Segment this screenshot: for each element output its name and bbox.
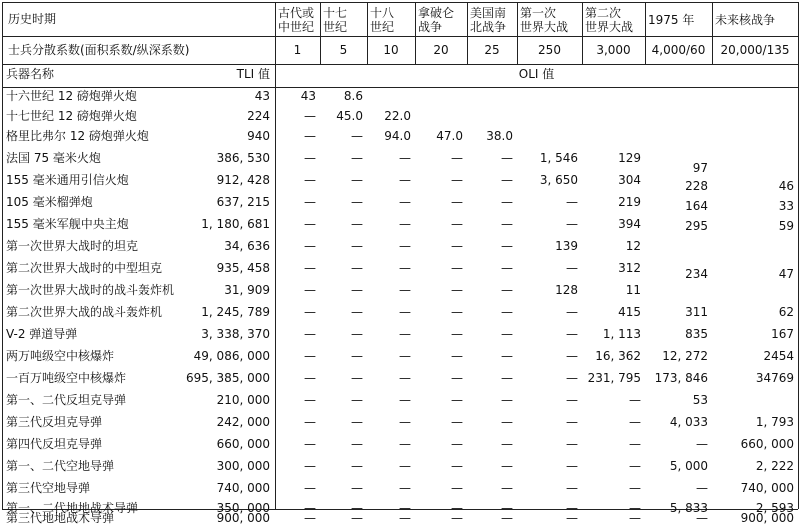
empty-dash: — [696, 437, 708, 451]
weapon-name: 第三代地地战术导弹 [6, 511, 115, 525]
tli-value: 740, 000 [216, 481, 270, 495]
rule-horizontal [2, 64, 798, 65]
empty-dash: — [304, 481, 316, 495]
weapon-name: 两万吨级空中核爆炸 [6, 349, 115, 363]
oli-value: 38.0 [486, 129, 513, 143]
oli-value: 59 [778, 219, 794, 233]
empty-dash: — [501, 261, 513, 275]
era-header-sub: 世界大战 [520, 20, 569, 34]
empty-dash: — [501, 371, 513, 385]
empty-dash: — [399, 151, 411, 165]
tli-value: 912, 428 [216, 173, 270, 187]
era-header: 第一次 [520, 6, 557, 20]
oli-value: 2454 [763, 349, 794, 363]
oli-value: 173, 846 [654, 371, 708, 385]
empty-dash: — [304, 109, 316, 123]
oli-value: 2, 593 [755, 501, 794, 515]
oli-value: 47.0 [436, 129, 463, 143]
empty-dash: — [501, 283, 513, 297]
oli-value: 231, 795 [587, 371, 641, 385]
empty-dash: — [501, 349, 513, 363]
empty-dash: — [351, 371, 363, 385]
dispersion-coef: 4,000/60 [651, 43, 706, 57]
empty-dash: — [399, 415, 411, 429]
empty-dash: — [501, 501, 513, 515]
oli-value: 3, 650 [539, 173, 578, 187]
weapon-name: V-2 弹道导弹 [6, 327, 78, 341]
oli-value: 167 [771, 327, 794, 341]
era-header-sub: 中世纪 [278, 20, 315, 34]
empty-dash: — [351, 195, 363, 209]
empty-dash: — [304, 459, 316, 473]
rule-horizontal [2, 2, 798, 3]
tli-value: 242, 000 [216, 415, 270, 429]
empty-dash: — [501, 437, 513, 451]
empty-dash: — [304, 129, 316, 143]
empty-dash: — [629, 481, 641, 495]
empty-dash: — [351, 283, 363, 297]
weapon-name: 一百万吨级空中核爆炸 [6, 371, 127, 385]
weapon-name: 155 毫米通用引信火炮 [6, 173, 129, 187]
empty-dash: — [304, 393, 316, 407]
oli-value: 219 [618, 195, 641, 209]
empty-dash: — [451, 501, 463, 515]
tli-value: 386, 530 [216, 151, 270, 165]
empty-dash: — [451, 415, 463, 429]
oli-value: 295 [685, 219, 708, 233]
tli-value: 43 [254, 89, 270, 103]
empty-dash: — [451, 393, 463, 407]
rule-horizontal [2, 87, 798, 88]
tli-value: 34, 636 [224, 239, 270, 253]
oli-value: 62 [778, 305, 794, 319]
weapon-name: 十六世纪 12 磅炮弹火炮 [6, 89, 137, 103]
empty-dash: — [696, 481, 708, 495]
oli-label: OLI 值 [518, 67, 555, 81]
era-header-sub: 世界大战 [585, 20, 634, 34]
empty-dash: — [304, 195, 316, 209]
empty-dash: — [304, 305, 316, 319]
empty-dash: — [304, 283, 316, 297]
empty-dash: — [629, 501, 641, 515]
empty-dash: — [399, 437, 411, 451]
dispersion-coef: 20,000/135 [720, 43, 790, 57]
empty-dash: — [451, 305, 463, 319]
era-header: 拿破仑 [418, 6, 455, 20]
era-header-sub: 战争 [418, 20, 443, 34]
period-label: 历史时期 [8, 12, 57, 26]
empty-dash: — [566, 327, 578, 341]
era-header: 美国南 [470, 6, 507, 20]
empty-dash: — [351, 239, 363, 253]
oli-value: 5, 833 [669, 501, 708, 515]
oli-value: 97 [692, 161, 708, 175]
empty-dash: — [566, 437, 578, 451]
oli-value: 394 [618, 217, 641, 231]
oli-value: 11 [625, 283, 641, 297]
empty-dash: — [566, 217, 578, 231]
dispersion-coef: 250 [538, 43, 561, 57]
empty-dash: — [399, 173, 411, 187]
tli-value: 900, 000 [216, 511, 270, 525]
oli-value: 1, 546 [539, 151, 578, 165]
dispersion-coef: 20 [433, 43, 449, 57]
weapon-name: 第一、二代地地战术导弹 [6, 501, 139, 515]
empty-dash: — [566, 305, 578, 319]
empty-dash: — [566, 511, 578, 525]
empty-dash: — [399, 261, 411, 275]
empty-dash: — [351, 415, 363, 429]
tli-value: 1, 180, 681 [201, 217, 270, 231]
empty-dash: — [566, 349, 578, 363]
era-header: 十八 [370, 6, 395, 20]
tli-value: 350, 000 [216, 501, 270, 515]
oli-value: 164 [685, 199, 708, 213]
oli-value: 34769 [755, 371, 794, 385]
weapon-name: 155 毫米军舰中央主炮 [6, 217, 129, 231]
dispersion-coef: 25 [484, 43, 500, 57]
empty-dash: — [351, 261, 363, 275]
weapon-name: 法国 75 毫米火炮 [6, 151, 101, 165]
weapon-label: 兵器名称 [6, 67, 55, 81]
oli-value: 53 [692, 393, 708, 407]
tli-value: 31, 909 [224, 283, 270, 297]
empty-dash: — [351, 173, 363, 187]
empty-dash: — [501, 415, 513, 429]
empty-dash: — [501, 217, 513, 231]
empty-dash: — [304, 501, 316, 515]
tli-value: 300, 000 [216, 459, 270, 473]
empty-dash: — [501, 195, 513, 209]
empty-dash: — [696, 511, 708, 525]
weapon-name: 第一次世界大战时的战斗轰炸机 [6, 283, 175, 297]
empty-dash: — [304, 415, 316, 429]
oli-value: 228 [685, 179, 708, 193]
era-header-sub: 世纪 [323, 20, 348, 34]
era-header: 古代或 [278, 6, 315, 20]
empty-dash: — [399, 501, 411, 515]
empty-dash: — [351, 481, 363, 495]
tli-label: TLI 值 [236, 67, 270, 81]
empty-dash: — [351, 129, 363, 143]
empty-dash: — [501, 327, 513, 341]
oli-value: 139 [555, 239, 578, 253]
empty-dash: — [399, 305, 411, 319]
empty-dash: — [451, 371, 463, 385]
weapon-name: 第一、二代反坦克导弹 [6, 393, 127, 407]
empty-dash: — [451, 283, 463, 297]
weapon-name: 第三代反坦克导弹 [6, 415, 103, 429]
empty-dash: — [304, 151, 316, 165]
tli-value: 49, 086, 000 [193, 349, 270, 363]
empty-dash: — [629, 415, 641, 429]
tli-value: 637, 215 [216, 195, 270, 209]
weapon-name: 十七世纪 12 磅炮弹火炮 [6, 109, 137, 123]
empty-dash: — [399, 481, 411, 495]
empty-dash: — [399, 283, 411, 297]
empty-dash: — [399, 349, 411, 363]
weapon-name: 第一、二代空地导弹 [6, 459, 115, 473]
era-header: 1975 年 [648, 13, 695, 27]
empty-dash: — [501, 239, 513, 253]
oli-value: 16, 362 [595, 349, 641, 363]
tli-value: 660, 000 [216, 437, 270, 451]
empty-dash: — [501, 393, 513, 407]
empty-dash: — [304, 261, 316, 275]
oli-value: 12 [625, 239, 641, 253]
empty-dash: — [399, 239, 411, 253]
empty-dash: — [451, 261, 463, 275]
empty-dash: — [351, 327, 363, 341]
empty-dash: — [566, 481, 578, 495]
weapon-name: 第二次世界大战的战斗轰炸机 [6, 305, 163, 319]
oli-value: 5, 000 [669, 459, 708, 473]
dispersion-coef: 10 [383, 43, 399, 57]
oli-value: 234 [685, 267, 708, 281]
weapon-name: 格里比弗尔 12 磅炮弹火炮 [6, 129, 149, 143]
empty-dash: — [451, 459, 463, 473]
oli-value: 740, 000 [740, 481, 794, 495]
empty-dash: — [304, 239, 316, 253]
oli-value: 128 [555, 283, 578, 297]
empty-dash: — [629, 459, 641, 473]
oli-value: 415 [618, 305, 641, 319]
empty-dash: — [451, 511, 463, 525]
oli-value: 129 [618, 151, 641, 165]
empty-dash: — [304, 349, 316, 363]
empty-dash: — [304, 371, 316, 385]
empty-dash: — [451, 195, 463, 209]
empty-dash: — [501, 511, 513, 525]
tli-value: 940 [247, 129, 270, 143]
empty-dash: — [566, 415, 578, 429]
oli-value: 94.0 [384, 129, 411, 143]
era-header: 十七 [323, 6, 348, 20]
oli-value: 304 [618, 173, 641, 187]
oli-value: 33 [778, 199, 794, 213]
empty-dash: — [399, 459, 411, 473]
empty-dash: — [351, 349, 363, 363]
coef-label: 士兵分散系数(面积系数/纵深系数) [8, 43, 190, 57]
empty-dash: — [451, 173, 463, 187]
empty-dash: — [629, 511, 641, 525]
oli-value: 2, 222 [755, 459, 794, 473]
oli-value: 835 [685, 327, 708, 341]
weapon-name: 第四代反坦克导弹 [6, 437, 103, 451]
tli-value: 1, 245, 789 [201, 305, 270, 319]
empty-dash: — [501, 151, 513, 165]
tli-value: 224 [247, 109, 270, 123]
oli-value: 311 [685, 305, 708, 319]
empty-dash: — [566, 393, 578, 407]
rule-horizontal [2, 36, 798, 37]
empty-dash: — [399, 217, 411, 231]
empty-dash: — [501, 305, 513, 319]
weapon-name: 第二次世界大战时的中型坦克 [6, 261, 163, 275]
era-header-sub: 北战争 [470, 20, 507, 34]
empty-dash: — [629, 437, 641, 451]
era-header-sub: 世纪 [370, 20, 395, 34]
empty-dash: — [304, 437, 316, 451]
empty-dash: — [351, 501, 363, 515]
empty-dash: — [304, 327, 316, 341]
empty-dash: — [304, 511, 316, 525]
empty-dash: — [451, 239, 463, 253]
empty-dash: — [399, 511, 411, 525]
dispersion-coef: 5 [339, 43, 348, 57]
empty-dash: — [451, 349, 463, 363]
oli-value: 4, 033 [669, 415, 708, 429]
oli-value: 12, 272 [662, 349, 708, 363]
empty-dash: — [351, 393, 363, 407]
weapon-name: 105 毫米榴弹炮 [6, 195, 93, 209]
rule-vertical [2, 2, 3, 509]
empty-dash: — [351, 459, 363, 473]
empty-dash: — [566, 459, 578, 473]
tli-value: 695, 385, 000 [186, 371, 270, 385]
empty-dash: — [566, 261, 578, 275]
empty-dash: — [399, 195, 411, 209]
era-header: 未来核战争 [715, 13, 776, 27]
weapon-name: 第三代空地导弹 [6, 481, 91, 495]
empty-dash: — [566, 501, 578, 515]
oli-value: 8.6 [343, 89, 363, 103]
oli-value: 43 [300, 89, 316, 103]
empty-dash: — [451, 151, 463, 165]
empty-dash: — [399, 393, 411, 407]
tli-value: 210, 000 [216, 393, 270, 407]
empty-dash: — [351, 511, 363, 525]
empty-dash: — [304, 217, 316, 231]
empty-dash: — [351, 217, 363, 231]
oli-value: 22.0 [384, 109, 411, 123]
empty-dash: — [451, 481, 463, 495]
oli-value: 1, 113 [602, 327, 641, 341]
empty-dash: — [351, 437, 363, 451]
empty-dash: — [566, 371, 578, 385]
dispersion-coef: 1 [293, 43, 302, 57]
empty-dash: — [399, 327, 411, 341]
oli-value: 46 [778, 179, 794, 193]
oli-value: 1, 793 [755, 415, 794, 429]
dispersion-coef: 3,000 [596, 43, 631, 57]
empty-dash: — [501, 173, 513, 187]
empty-dash: — [399, 371, 411, 385]
era-header: 第二次 [585, 6, 622, 20]
empty-dash: — [304, 173, 316, 187]
empty-dash: — [451, 217, 463, 231]
weapon-name: 第一次世界大战时的坦克 [6, 239, 139, 253]
oli-value: 45.0 [336, 109, 363, 123]
tli-value: 935, 458 [216, 261, 270, 275]
empty-dash: — [351, 151, 363, 165]
oli-value: 660, 000 [740, 437, 794, 451]
oli-value: 900, 000 [740, 511, 794, 525]
empty-dash: — [501, 481, 513, 495]
empty-dash: — [629, 393, 641, 407]
oli-value: 312 [618, 261, 641, 275]
rule-vertical [798, 2, 799, 509]
empty-dash: — [351, 305, 363, 319]
empty-dash: — [566, 195, 578, 209]
oli-value: 47 [778, 267, 794, 281]
tli-value: 3, 338, 370 [201, 327, 270, 341]
empty-dash: — [451, 437, 463, 451]
empty-dash: — [451, 327, 463, 341]
empty-dash: — [501, 459, 513, 473]
